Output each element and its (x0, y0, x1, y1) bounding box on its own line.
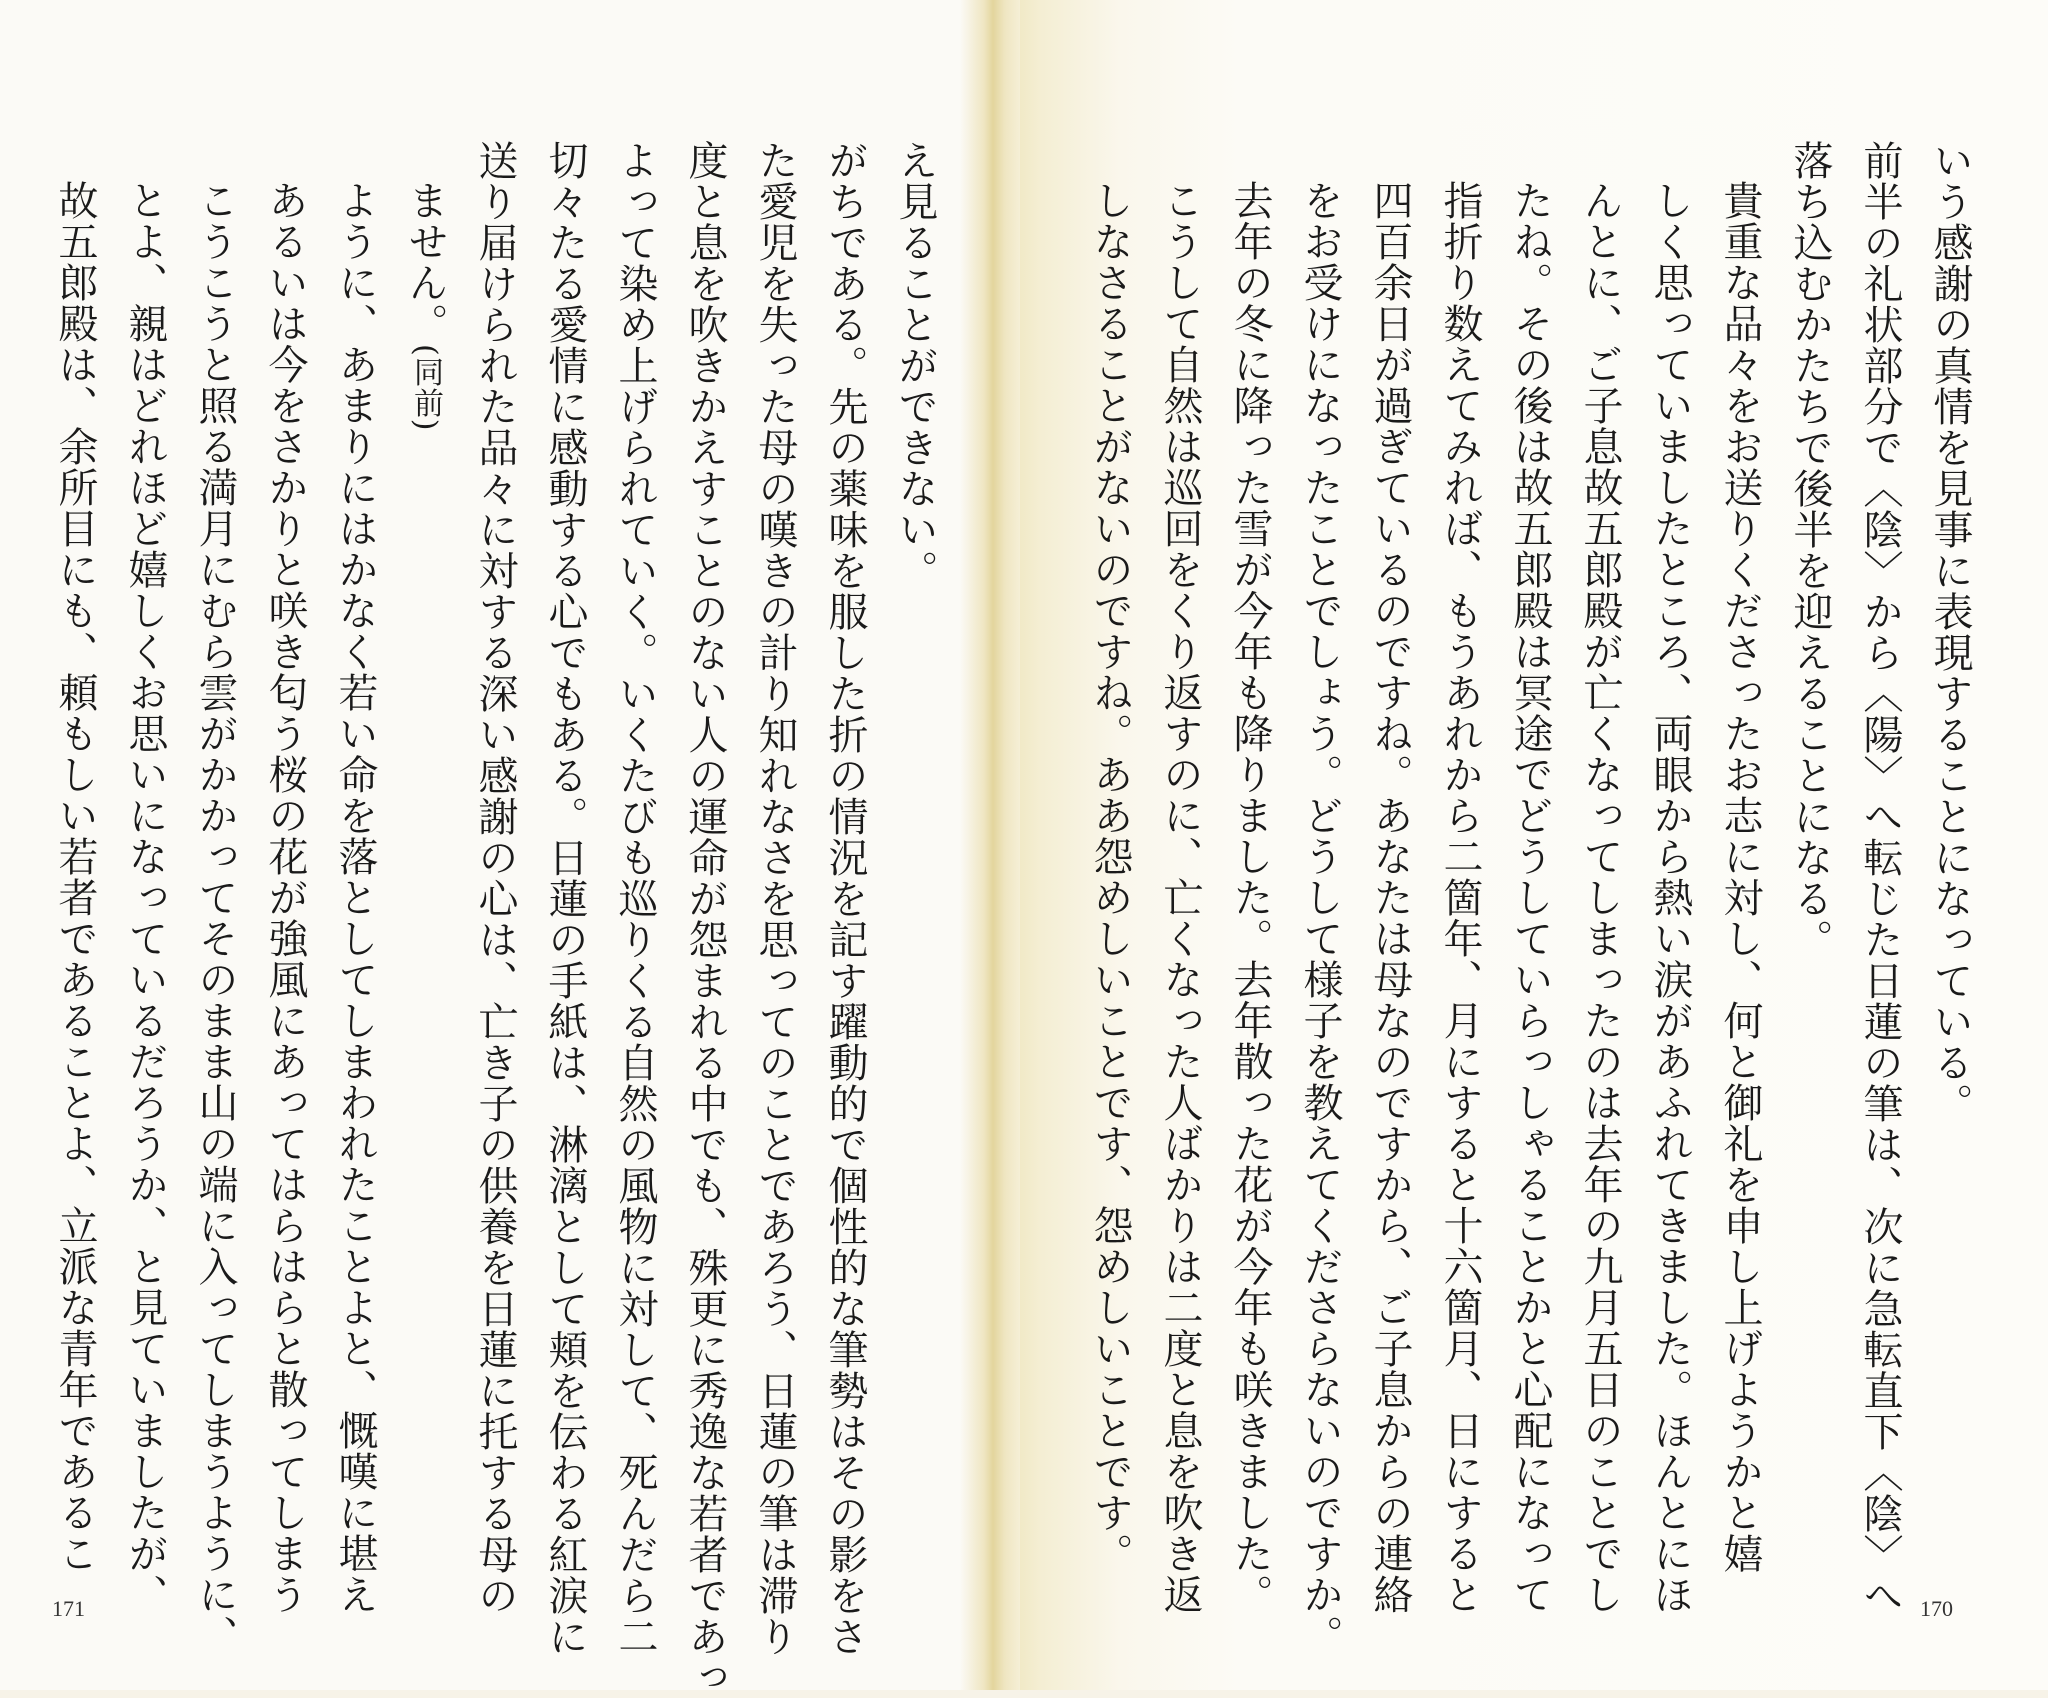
text-line: 送り届けられた品々に対する深い感謝の心は、亡き子の供養を日蓮に托する母の (472, 140, 518, 1616)
page-number-left: 171 (52, 1596, 85, 1621)
quote-line: んとに、ご子息故五郎殿が亡くなってしまったのは去年の九月五日のことでし (1577, 180, 1623, 1615)
quote-line: をお受けになったことでしょう。どうして様子を教えてくださらないのですか。 (1297, 180, 1343, 1656)
quote-line: 貴重な品々をお送りくださったお志に対し、何と御礼を申し上げようかと嬉 (1717, 180, 1763, 1574)
text-line: た愛児を失った母の嘆きの計り知れなさを思ってのことであろう、日蓮の筆は滞り (752, 140, 798, 1657)
citation: (同前) (408, 344, 443, 432)
page-number-right: 170 (1920, 1596, 1953, 1621)
quote-line: しなさることがないのですね。ああ怨めしいことです、怨めしいことです。 (1087, 180, 1133, 1574)
quote-line: 四百余日が過ぎているのですね。あなたは母なのですから、ご子息からの連絡 (1367, 180, 1413, 1615)
quote-line (390, 140, 460, 1600)
quote-line: 去年の冬に降った雪が今年も降りました。去年散った花が今年も咲きました。 (1227, 180, 1273, 1615)
quote-line: とよ、親はどれほど嬉しくお思いになっているだろうか、と見ていましたが、 (122, 180, 168, 1615)
quote-line: ように、あまりにはかなく若い命を落としてしまわれたことよと、慨嘆に堪え (332, 180, 378, 1615)
text-line: いう感謝の真情を見事に表現することになっている。 (1927, 140, 1973, 1124)
text-line: がちである。先の薬味を服した折の情況を記す躍動的で個性的な筆勢はその影をさ (822, 140, 868, 1657)
quote-text: ません。 (402, 180, 448, 344)
text-line: よって染め上げられていく。いくたびも巡りくる自然の風物に対して、死んだら二 (612, 140, 658, 1657)
text-line: 度と息を吹きかえすことのない人の運命が怨まれる中でも、殊更に秀逸な若者であっ (682, 140, 728, 1698)
quote-line: こうこうと照る満月にむら雲がかかってそのまま山の端に入ってしまうように、 (192, 180, 238, 1656)
text-line: え見ることができない。 (892, 140, 938, 591)
quote-line: 故五郎殿は、余所目にも、頼もしい若者であることよ、立派な青年であるこ (52, 180, 98, 1574)
book-gutter (960, 0, 1020, 1690)
quote-line: しく思っていましたところ、両眼から熱い涙があふれてきました。ほんとにほ (1647, 180, 1693, 1615)
quote-line: あるいは今をさかりと咲き匂う桜の花が強風にあってはらはらと散ってしまう (262, 180, 308, 1615)
quote-line: 指折り数えてみれば、もうあれから二箇年、月にすると十六箇月、日にすると (1437, 180, 1483, 1615)
quote-line: こうして自然は巡回をくり返すのに、亡くなった人ばかりは二度と息を吹き返 (1157, 180, 1203, 1615)
text-line: 前半の礼状部分で〈陰〉から〈陽〉へ転じた日蓮の筆は、次に急転直下〈陰〉へ (1857, 140, 1903, 1616)
text-line: 落ち込むかたちで後半を迎えることになる。 (1787, 140, 1833, 960)
quote-line: たね。その後は故五郎殿は冥途でどうしていらっしゃることかと心配になって (1507, 180, 1553, 1615)
text-line: 切々たる愛情に感動する心でもある。日蓮の手紙は、淋漓として頬を伝わる紅涙に (542, 140, 588, 1657)
